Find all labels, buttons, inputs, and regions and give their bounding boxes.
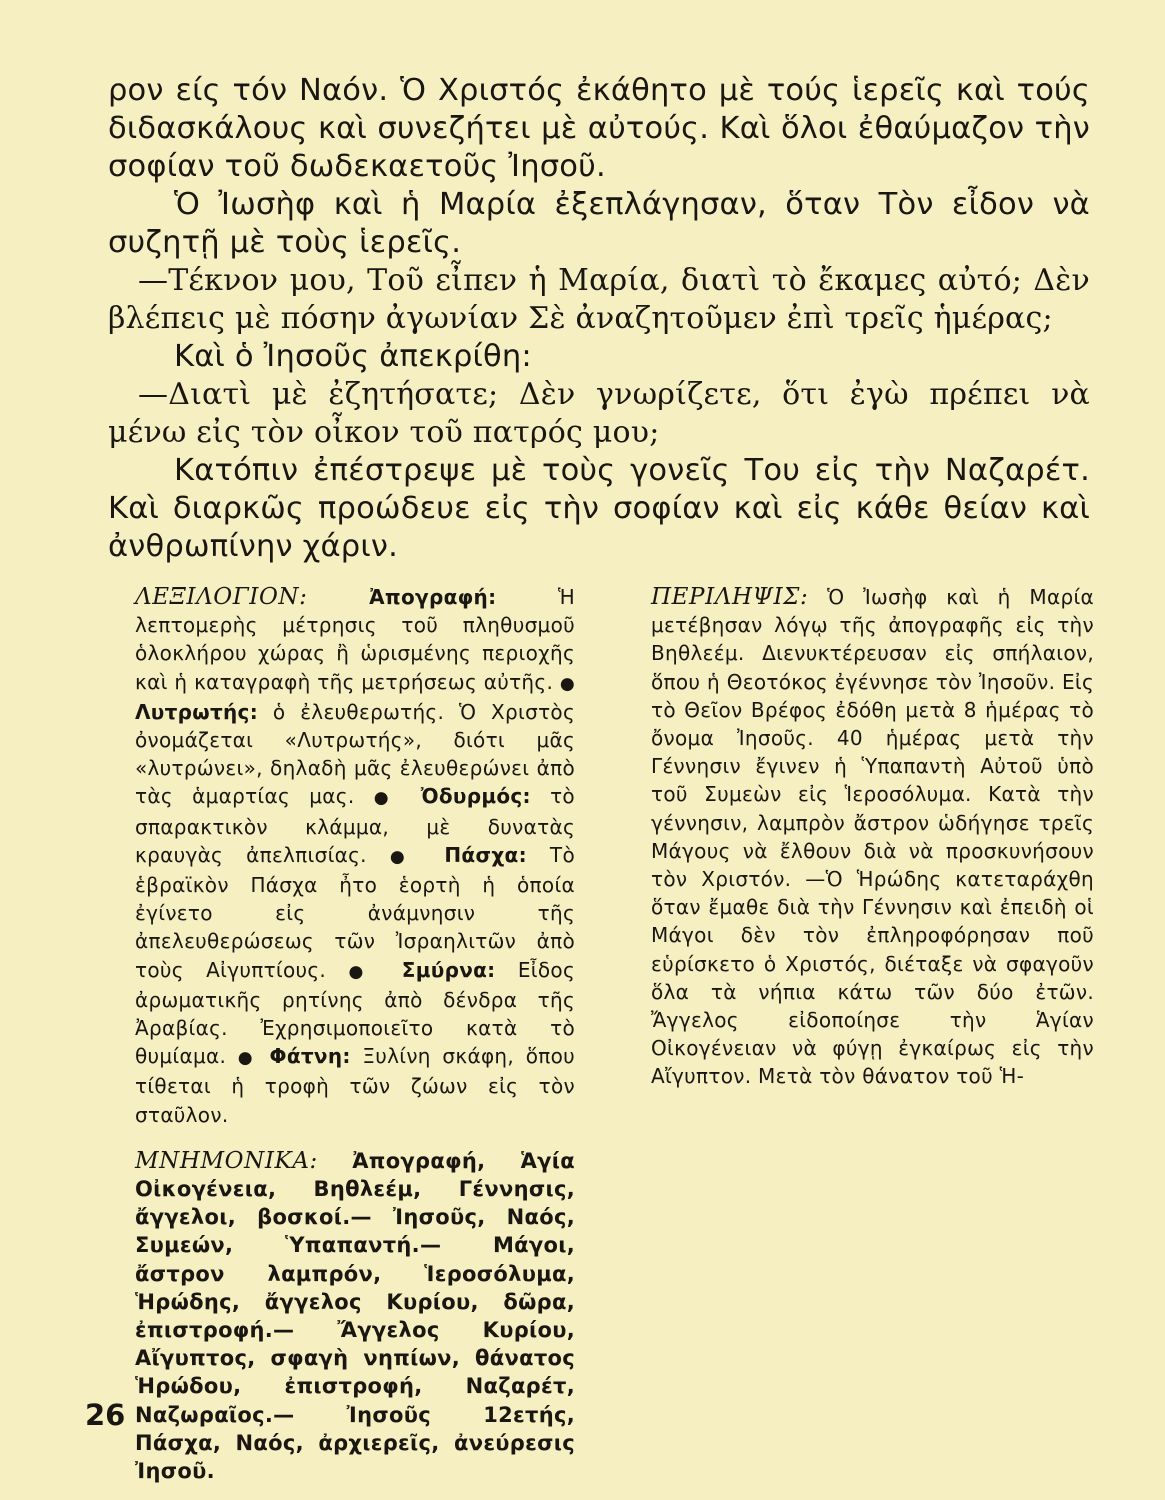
narrative-paragraph: Καὶ ὁ Ἰησοῦς ἀπεκρίθη: bbox=[174, 339, 532, 374]
narrative-text bbox=[108, 72, 1090, 566]
lexicon-heading: ΛΕΞΙΛΟΓΙΟΝ: bbox=[135, 584, 308, 610]
lexicon-term: Ἀπογραφή: bbox=[369, 585, 497, 609]
bullet-icon: ● bbox=[237, 1048, 258, 1069]
lexicon-term: Σμύρνα: bbox=[401, 957, 496, 982]
lexicon-term: Ὀδυρμός: bbox=[420, 784, 531, 809]
left-column bbox=[135, 583, 575, 1485]
lexicon-term: Φάτνη: bbox=[269, 1044, 351, 1069]
summary-text: Ὁ Ἰωσὴφ καὶ ἡ Μαρία μετέβησαν λόγῳ τῆς ἀπογραφῆς εἰς τὴν Βηθλεέμ. Διενυκτέρευσαν εἰς σπήλαιον, ὅπου ἡ Θεοτόκος ἐγέννησε τὸν Ἰησοῦν. Εἰς τὸ Θεῖον Βρέφος ἐδόθη μετὰ 8 ἡμέρας τὸ ὄνομα Ἰησοῦς. 40 ἡμέρας μετὰ τὴν Γέννησιν ἔγινεν ἡ Ὑπαπαντὴ Αὐτοῦ ὑπὸ τοῦ Συμεὼν εἰς Ἱεροσόλυμα. Κατὰ τὴν γέννησιν, λαμπρὸν ἄστρον ὡδήγησε τρεῖς Μάγους νὰ ἔλθουν διὰ νὰ προσκυνήσουν τὸν Χριστόν. —Ὁ Ἡρώδης κατεταράχθη ὅταν ἔμαθε διὰ τὴν Γέννησιν καὶ ἐπειδὴ οἱ Μάγοι δὲν τὸν ἐπληροφόρησαν ποῦ εὑρίσκετο ὁ Χριστός, διέταξε νὰ σφαγοῦν ὅλα τὰ νήπια κάτω τῶν δύο ἐτῶν. Ἄγγελος εἰδοποίησε τὴν Ἁγίαν Οἰκογένειαν νὰ φύγῃ ἐγκαίρως εἰς τὴν Αἴγυπτον. Μετὰ τὸν θάνατον τοῦ Ἡ- bbox=[651, 585, 1094, 1089]
lexicon-term: Λυτρωτής: bbox=[135, 699, 259, 724]
narrative-paragraph: Κατόπιν ἐπέστρεψε μὲ τοὺς γονεῖς Του εἰς τὴν Ναζαρέτ. Καὶ διαρκῶς προώδευε εἰς τὴν σοφίαν καὶ εἰς κάθε θείαν καὶ ἀνθρωπίνην χάριν. bbox=[108, 453, 1090, 564]
bullet-icon: ● bbox=[373, 788, 402, 809]
narrative-paragraph: ρον είς τόν Ναόν. Ὁ Χριστός ἐκάθητο μὲ τούς ἱερεῖς καὶ τούς διδασκάλους καὶ συνεζήτει μὲ αὐτούς. Καὶ ὅλοι ἐθαύμαζον τὴν σοφίαν τοῦ δωδεκαετοῦς Ἰησοῦ. bbox=[108, 73, 1090, 184]
lexicon-definition: ὁ ἐλευθερωτής. Ὁ Χριστὸς ὀνομάζεται «Λυτρωτής», διότι μᾶς «λυτρώνει», δηλαδὴ μᾶς ἐλευθερώνει ἀπὸ τὰς ἁμαρτίας μας. bbox=[135, 699, 575, 809]
lexicon-definition: Ἡ λεπτομερὴς μέτρησις τοῦ πληθυσμοῦ ὁλοκλήρου χώρας ἢ ὡρισμένης περιοχῆς καὶ ἡ καταγραφὴ τῆς μετρήσεως αὐτῆς. bbox=[135, 585, 575, 694]
lexicon-definition: τὸ σπαρακτικὸν κλάμμα, μὲ δυνατὰς κραυγὰς ἀπελπισίας. bbox=[135, 784, 575, 867]
summary-heading: ΠΕΡΙΛΗΨΙΣ: bbox=[651, 584, 809, 610]
bullet-icon: ● bbox=[348, 961, 380, 982]
dialogue-line: —Διατὶ μὲ ἐζητήσατε; Δὲν γνωρίζετε, ὅτι ἐγὼ πρέπει νὰ μένω εἰς τὸν οἶκον τοῦ πατρός μου; bbox=[108, 377, 1090, 450]
summary-section bbox=[651, 583, 1094, 1091]
mnemonika-heading: ΜΝΗΜΟΝΙΚΑ: bbox=[135, 1147, 318, 1174]
lexicon-definition: Τὸ ἑβραϊκὸν Πάσχα ἦτο ἑορτὴ ἡ ὁποία ἐγίνετο εἰς ἀνάμνησιν τῆς ἀπελευθερώσεως τῶν Ἰσραηλιτῶν ἀπὸ τοὺς Αἰγυπτίους. bbox=[135, 842, 575, 982]
mnemonika-text: Ἀπογραφή, Ἁγία Οἰκογένεια, Βηθλεέμ, Γέννησις, ἄγγελοι, βοσκοί.— Ἰησοῦς, Ναός, Συμεών, Ὑπαπαντή.— Μάγοι, ἄστρον λαμπρόν, Ἱεροσόλυμα, Ἡρώδης, ἄγγελος Κυρίου, δῶρα, ἐπιστροφή.— Ἄγγελος Κυρίου, Αἴγυπτος, σφαγὴ νηπίων, θάνατος Ἡρώδου, ἐπιστροφή, Ναζαρέτ, Ναζωραῖος.— Ἰησοῦς 12ετής, Πάσχα, Ναός, ἀρχιερεῖς, ἀνεύρεσις Ἰησοῦ. bbox=[135, 1148, 575, 1484]
narrative-paragraph: Ὁ Ἰωσὴφ καὶ ἡ Μαρία ἐξεπλάγησαν, ὅταν Τὸν εἶδον νὰ συζητῇ μὲ τοὺς ἱερεῖς. bbox=[108, 187, 1090, 260]
mnemonika-section bbox=[135, 1147, 575, 1485]
bullet-icon: ● bbox=[559, 673, 575, 694]
lexicon-definition: Ξυλίνη σκάφη, ὅπου τίθεται ἡ τροφὴ τῶν ζώων εἰς τὸν σταῦλον. bbox=[135, 1044, 575, 1127]
right-column bbox=[651, 583, 1094, 1091]
bullet-icon: ● bbox=[389, 846, 422, 867]
lexicon-section bbox=[135, 583, 575, 1129]
lexicon-term: Πάσχα: bbox=[444, 842, 527, 867]
page-number: 26 bbox=[85, 1398, 126, 1432]
lexicon-definition: Εἶδος ἀρωματικῆς ρητίνης ἀπὸ δένδρα τῆς Ἀραβίας. Ἐχρησιμοποιεῖτο κατὰ τὸ θυμίαμα. bbox=[135, 957, 575, 1069]
dialogue-line: —Τέκνον μου, Τοῦ εἶπεν ἡ Μαρία, διατὶ τὸ ἔκαμες αὐτό; Δὲν βλέπεις μὲ πόσην ἀγωνίαν Σὲ ἀναζητοῦμεν ἐπὶ τρεῖς ἡμέρας; bbox=[108, 263, 1090, 336]
